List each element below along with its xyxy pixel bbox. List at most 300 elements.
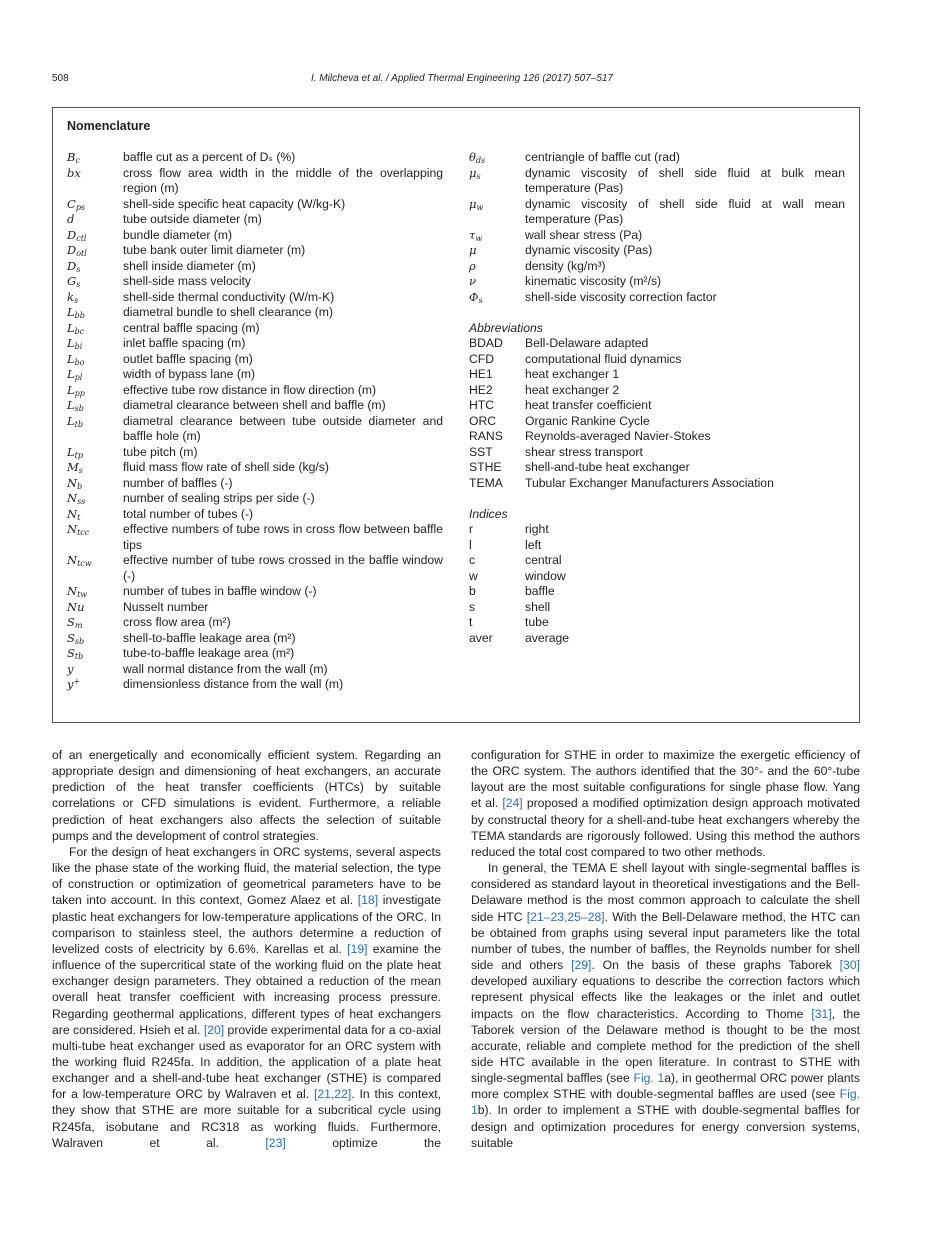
text-run: In general, the TEMA E shell layout with single-segmental baffles is considered as standard layout in theoretical investigations and the Bell-Delaware method is the most common approach to calculate the shell side HTC [471, 861, 860, 924]
definition: number of tubes in baffle window (-) [123, 584, 317, 598]
symbol [469, 569, 525, 585]
symbol [469, 631, 525, 647]
text-run: a), in geothermal ORC power plants more complex STHE with double-segmental baffles are used (see [471, 1071, 860, 1102]
text-run: investigate plastic heat exchangers for low-temperature applications of the ORC. In comparison to stainless steel, the authors determine a reduction of levelized costs of electricity by 6.6%. Karellas et al. [52, 893, 442, 956]
symbol-subscript: t [77, 512, 81, 522]
symbol-base: HE1 [469, 367, 493, 381]
symbol [67, 321, 123, 337]
symbol [67, 166, 123, 197]
nomenclature-entry [67, 259, 443, 275]
symbol [67, 336, 123, 352]
symbol-base: D [67, 243, 77, 257]
symbol-base: r [469, 522, 474, 536]
citation-link[interactable]: Fig. 1 [471, 1087, 860, 1118]
symbol-subscript: tw [77, 590, 88, 599]
symbol [469, 460, 525, 476]
citation-link[interactable]: [29] [571, 958, 592, 973]
definition: diametral bundle to shell clearance (m) [123, 305, 333, 319]
text-run: . On the basis of these graphs Taborek [591, 958, 840, 973]
symbol [469, 228, 525, 244]
symbol-subscript: tcc [77, 528, 90, 537]
nomenclature-entry [469, 398, 845, 414]
citation-link[interactable]: [21,22] [313, 1087, 352, 1102]
symbol [67, 212, 123, 228]
symbol [67, 228, 123, 244]
nomenclature-right-column [469, 150, 845, 693]
definition: centriangle of baffle cut (rad) [525, 150, 680, 164]
citation-link[interactable]: Fig. 1 [633, 1071, 665, 1086]
symbol-base: s [469, 599, 476, 614]
definition: width of bypass lane (m) [123, 367, 256, 381]
citation-link[interactable]: [21–23,25–28] [526, 909, 605, 924]
symbol-base: B [67, 150, 76, 164]
symbol-base: y [67, 661, 74, 676]
abbreviations-heading: Abbreviations [469, 320, 543, 335]
definition: cross flow area (m²) [123, 615, 231, 629]
text-run: b). In order to implement a STHE with double-segmental baffles for design and optimization procedures for energy conversion systems, suitable [471, 1103, 860, 1150]
symbol-superscript: + [73, 677, 81, 686]
symbol [469, 197, 525, 228]
text-run: . In this context, they show that STHE are more suitable for a subcritical cycle using R245fa, isobutane and RC318 as working fluids. Furthermore, Walraven et al. [52, 1087, 441, 1150]
nomenclature-entry [469, 243, 845, 259]
definition: shell-to-baffle leakage area (m²) [123, 630, 296, 645]
symbol-base: ν [469, 274, 476, 288]
nomenclature-entry [469, 522, 845, 538]
body-right-column [471, 747, 860, 1151]
symbol-base: L [67, 367, 75, 381]
symbol-base: Nu [67, 599, 85, 614]
running-header-row [52, 73, 860, 87]
definition: wall shear stress (Pa) [525, 227, 643, 242]
definition: shell [525, 599, 551, 614]
symbol-subscript: tb [74, 419, 83, 429]
symbol-base: CFD [469, 351, 495, 366]
definition: baffle [525, 584, 555, 598]
citation-link[interactable]: [20] [203, 1022, 225, 1037]
symbol-base: L [67, 382, 75, 397]
symbol-subscript: tp [74, 450, 83, 460]
symbol [67, 584, 123, 600]
symbol [469, 259, 525, 275]
symbol [67, 615, 123, 631]
nomenclature-entry [469, 336, 845, 352]
nomenclature-entry [67, 600, 443, 616]
text-run: . With the Bell-Delaware method, the HTC can be obtained from graphs using several input parameters like the total number of tubes, the number of baffles, the Reynolds number for shell side and others [471, 909, 860, 973]
symbol-subscript: otl [76, 249, 87, 258]
symbol [67, 491, 123, 507]
nomenclature-entry [67, 522, 443, 553]
nomenclature-entry [469, 352, 845, 368]
nomenclature-entry [67, 631, 443, 647]
nomenclature-entry [67, 367, 443, 383]
symbol [469, 352, 525, 368]
symbol [67, 398, 123, 414]
definition: effective number of tube rows crossed in the baffle window (-) [123, 553, 443, 583]
definition: dynamic viscosity of shell side fluid at bulk mean temperature (Pas) [525, 165, 845, 195]
nomenclature-entry [469, 259, 845, 275]
symbol [67, 305, 123, 321]
definition: density (kg/m³) [525, 258, 606, 273]
text-run: of an energetically and economically efficient system. Regarding an appropriate design and dimensioning of heat exchangers, an accurate prediction of the heat transfer coefficients (HTCs) by suitable correlations or CFD simulations is evident. Furthermore, a reliable prediction of heat exchangers also affects the selection of suitable pumps and the development of control strategies. [52, 748, 441, 843]
nomenclature-entry [469, 538, 845, 554]
symbol [469, 414, 525, 430]
nomenclature-entry [67, 197, 443, 213]
body-paragraph [471, 747, 860, 860]
symbol [469, 429, 525, 445]
nomenclature-entry [67, 290, 443, 306]
nomenclature-entry [67, 228, 443, 244]
symbol-subscript: bi [74, 342, 83, 351]
symbol-base: L [67, 320, 75, 335]
symbol-base: t [469, 615, 473, 629]
nomenclature-entry [469, 367, 845, 383]
definition: fluid mass flow rate of shell side (kg/s) [123, 460, 329, 474]
symbol-base: C [67, 196, 76, 211]
symbol [469, 166, 525, 197]
symbol-base: N [67, 584, 78, 598]
symbol-base: aver [469, 630, 493, 645]
definition: right [525, 522, 549, 536]
symbol-subscript: tb [74, 652, 84, 661]
nomenclature-entry [469, 429, 845, 445]
symbol-base: c [469, 553, 476, 567]
nomenclature-entry [67, 662, 443, 678]
symbol-base: L [67, 413, 75, 428]
symbol-base: D [67, 227, 77, 242]
symbol-base: L [67, 305, 75, 319]
symbol-base: L [67, 336, 75, 350]
nomenclature-entry [67, 243, 443, 259]
text-run: , the Taborek version of the Delaware method is thought to be the most accurate, reliable and complete method for the prediction of the shell side HTC available in the open literature. In contrast to STHE with single-segmental baffles (see [471, 1006, 861, 1086]
definition: average [525, 630, 570, 645]
body-paragraph [52, 844, 441, 1151]
nomenclature-entry [67, 212, 443, 228]
symbol [67, 259, 123, 275]
citation-link[interactable]: [23] [265, 1135, 286, 1150]
symbol [67, 414, 123, 445]
symbol-base: SST [469, 444, 493, 459]
nomenclature-entry [67, 321, 443, 337]
symbol-subscript: ctl [76, 233, 87, 243]
symbol-subscript: s [76, 264, 81, 274]
nomenclature-entry [67, 274, 443, 290]
symbol-base: N [67, 475, 78, 490]
nomenclature-entry [67, 445, 443, 461]
nomenclature-entry [469, 600, 845, 616]
body-paragraph [52, 747, 441, 844]
symbol-subscript: ss [77, 497, 86, 506]
symbol [67, 553, 123, 584]
nomenclature-entry [67, 150, 443, 166]
definition: effective numbers of tube rows in cross flow between baffle tips [123, 522, 443, 552]
definition: outlet baffle spacing (m) [123, 351, 253, 366]
citation-link[interactable]: [18] [357, 893, 379, 908]
symbol-subscript: s [78, 466, 83, 475]
definition: total number of tubes (-) [123, 506, 254, 521]
symbol-subscript: bo [74, 357, 85, 367]
symbol [67, 445, 123, 461]
definition: effective tube row distance in flow direction (m) [123, 382, 377, 397]
symbol-base: N [67, 553, 78, 567]
definition: bundle diameter (m) [123, 227, 233, 242]
nomenclature-columns [67, 150, 845, 693]
nomenclature-left-column [67, 150, 443, 693]
definition: tube-to-baffle leakage area (m²) [123, 646, 295, 660]
symbol-subscript: c [75, 156, 80, 165]
nomenclature-entry [67, 383, 443, 399]
symbol [67, 662, 123, 678]
definition: inlet baffle spacing (m) [123, 336, 246, 350]
nomenclature-entry [67, 336, 443, 352]
symbol-base: μ [469, 196, 477, 211]
text-run: optimize the [285, 1135, 441, 1150]
symbol-base: b [469, 584, 476, 598]
symbol [67, 677, 123, 693]
symbol [67, 631, 123, 647]
nomenclature-title: Nomenclature [67, 119, 151, 133]
definition: computational fluid dynamics [525, 351, 682, 366]
symbol-subscript: bb [74, 311, 85, 320]
symbol-base: S [67, 630, 75, 645]
nomenclature-entry [469, 150, 845, 166]
nomenclature-entry [469, 414, 845, 430]
symbol-base: μ [469, 165, 477, 180]
nomenclature-entry [469, 445, 845, 461]
symbol-base: L [67, 398, 75, 412]
definition: number of baffles (-) [123, 475, 233, 490]
symbol-base: l [469, 537, 472, 552]
symbol-subscript: s [478, 295, 483, 305]
definition: Nusselt number [123, 599, 209, 614]
symbol-base: RANS [469, 429, 503, 443]
definition: shell-and-tube heat exchanger [525, 460, 690, 474]
definition: tube bank outer limit diameter (m) [123, 243, 306, 257]
nomenclature-entry [67, 476, 443, 492]
nomenclature-entry [469, 631, 845, 647]
symbol [67, 197, 123, 213]
symbol [469, 445, 525, 461]
nomenclature-entry [67, 584, 443, 600]
symbol [67, 290, 123, 306]
symbol-base: L [67, 444, 75, 459]
symbol [67, 522, 123, 553]
symbol [67, 646, 123, 662]
symbol [67, 507, 123, 523]
symbol-subscript: pl [74, 373, 83, 382]
symbol-base: G [67, 274, 77, 288]
definition: tube [525, 615, 549, 629]
definition: baffle cut as a percent of Dₛ (%) [123, 150, 296, 164]
definition: diametral clearance between shell and baffle (m) [123, 398, 386, 412]
nomenclature-entry [67, 646, 443, 662]
symbol [469, 290, 525, 306]
symbol [67, 352, 123, 368]
definition: central [525, 553, 562, 567]
body-paragraph [471, 860, 860, 1151]
definition: left [525, 537, 542, 552]
indices-heading: Indices [469, 506, 508, 521]
symbol [469, 367, 525, 383]
symbol-subscript: ps [75, 202, 86, 212]
definition: shell inside diameter (m) [123, 258, 256, 273]
nomenclature-entry [67, 553, 443, 584]
symbol-base: bx [67, 165, 81, 180]
definition: shell-side thermal conductivity (W/m-K) [123, 289, 335, 304]
definition: tube pitch (m) [123, 444, 198, 459]
definition: number of sealing strips per side (-) [123, 491, 315, 505]
nomenclature-entry [469, 274, 845, 290]
nomenclature-entry [67, 491, 443, 507]
definition: central baffle spacing (m) [123, 320, 260, 335]
nomenclature-entry [469, 166, 845, 197]
symbol-base: w [469, 568, 478, 583]
definition: diametral clearance between tube outside diameter and baffle hole (m) [123, 413, 443, 443]
symbol-base: k [67, 289, 74, 304]
symbol-subscript: s [476, 171, 481, 181]
nomenclature-entry [67, 677, 443, 693]
symbol [469, 584, 525, 600]
symbol-base: D [67, 258, 77, 273]
symbol-subscript: b [77, 481, 83, 491]
symbol-base: N [67, 522, 78, 536]
symbol [67, 150, 123, 166]
symbol-base: ORC [469, 413, 497, 428]
citation-link[interactable]: [24] [502, 796, 523, 811]
symbol [469, 150, 525, 166]
symbol-base: τ [469, 227, 476, 242]
text-run: provide experimental data for a co-axial multi-tube heat exchanger used as evaporator for an ORC system with the working fluid R245fa. In addition, the application of a plate heat exchanger and a shell-and-tube heat exchanger (STHE) is compared for a low-temperature ORC by Walraven et al. [52, 1022, 442, 1102]
definition: heat transfer coefficient [525, 398, 652, 412]
symbol [469, 383, 525, 399]
nomenclature-entry [67, 460, 443, 476]
definition: dynamic viscosity (Pas) [525, 243, 653, 257]
page [52, 0, 860, 1151]
symbol [469, 336, 525, 352]
symbol [67, 367, 123, 383]
symbol [67, 476, 123, 492]
page-number: 508 [52, 73, 69, 84]
symbol-base: d [67, 212, 75, 226]
definition: heat exchanger 2 [525, 382, 620, 397]
symbol-base: S [67, 615, 75, 629]
text-run: For the design of heat exchangers in ORC systems, several aspects like the phase state of the working fluid, the material selection, the type of construction or optimization of geometrical parameters have to be taken into account. In this context, Gomez Alaez et al. [52, 844, 441, 908]
symbol [469, 274, 525, 290]
text-run: examine the influence of the supercritical state of the working fluid on the plate heat exchanger design parameters. They obtained a reduction of the mean overall heat transfer coefficient with increasing process pressure. Regarding geothermal applications, different types of heat exchangers are considered. Hsieh et al. [52, 941, 442, 1037]
symbol-subscript: w [476, 202, 484, 212]
symbol [469, 553, 525, 569]
nomenclature-entry [67, 352, 443, 368]
text-run: proposed a modified optimization design approach motivated by constructal theory for a shell-and-tube heat exchangers whereby the TEMA standards are rigorously followed. Using this method the authors reduced the total cost compared to two other methods. [471, 796, 860, 859]
symbol [469, 522, 525, 538]
nomenclature-entry [469, 476, 845, 492]
symbol-base: L [67, 351, 75, 366]
definition: shell-side mass velocity [123, 274, 252, 288]
nomenclature-entry [67, 414, 443, 445]
symbol [67, 243, 123, 259]
definition: Organic Rankine Cycle [525, 413, 650, 428]
definition: Bell-Delaware adapted [525, 336, 649, 350]
nomenclature-entry [469, 553, 845, 569]
symbol-subscript: tcw [77, 559, 92, 568]
symbol-base: N [67, 506, 78, 521]
symbol [469, 600, 525, 616]
symbol [469, 615, 525, 631]
definition: Reynolds-averaged Navier-Stokes [525, 429, 711, 443]
symbol-subscript: sb [74, 636, 85, 646]
symbol-subscript: m [74, 621, 83, 630]
text-run: configuration for STHE in order to maximize the exergetic efficiency of the ORC system. The authors identified that the 30°- and the 60°-tube layout are the most suitable configurations for single phase flow. Yang et al. [471, 748, 860, 811]
nomenclature-entry [67, 305, 443, 321]
body-columns [52, 747, 860, 1151]
body-left-column [52, 747, 441, 1151]
definition: shear stress transport [525, 444, 643, 459]
running-header: I. Milcheva et al. / Applied Thermal Engineering 126 (2017) 507–517 [310, 73, 614, 84]
symbol-base: y [67, 677, 74, 691]
citation-link[interactable]: [19] [347, 941, 368, 956]
symbol-base: Φ [469, 289, 479, 304]
nomenclature-entry [469, 197, 845, 228]
symbol-subscript: s [76, 280, 81, 289]
symbol-subscript: pp [74, 388, 85, 398]
symbol-base: μ [469, 243, 477, 257]
definition: window [525, 568, 566, 583]
symbol [67, 460, 123, 476]
symbol-base: STHE [469, 460, 502, 474]
nomenclature-entry [67, 166, 443, 197]
symbol-subscript: s [73, 295, 79, 305]
definition: cross flow area width in the middle of the overlapping region (m) [123, 165, 443, 195]
symbol-subscript: ds [475, 156, 486, 165]
definition: wall normal distance from the wall (m) [123, 661, 328, 676]
symbol-subscript: sb [74, 404, 84, 413]
definition: dynamic viscosity of shell side fluid at wall mean temperature (Pas) [525, 196, 845, 226]
symbol [469, 398, 525, 414]
nomenclature-entry [469, 569, 845, 585]
citation-link[interactable]: [30] [839, 958, 860, 973]
definition: shell-side viscosity correction factor [525, 289, 717, 304]
definition: dimensionless distance from the wall (m) [123, 677, 344, 691]
symbol [67, 600, 123, 616]
symbol-base: TEMA [469, 475, 503, 490]
symbol [67, 274, 123, 290]
nomenclature-entry [469, 383, 845, 399]
nomenclature-entry [67, 398, 443, 414]
citation-link[interactable]: [31] [811, 1006, 832, 1021]
definition: heat exchanger 1 [525, 367, 620, 381]
nomenclature-entry [469, 615, 845, 631]
symbol [469, 538, 525, 554]
symbol-base: ρ [469, 258, 476, 273]
definition: shell-side specific heat capacity (W/kg-K) [123, 196, 346, 211]
symbol [469, 476, 525, 492]
symbol-subscript: w [475, 233, 483, 243]
symbol-base: HE2 [469, 382, 493, 397]
definition: kinematic viscosity (m²/s) [525, 274, 662, 288]
symbol-base: BDAD [469, 336, 503, 350]
symbol-base: N [67, 491, 78, 505]
symbol-base: M [67, 460, 79, 474]
nomenclature-entry [67, 615, 443, 631]
nomenclature-entry [469, 228, 845, 244]
definition: tube outside diameter (m) [123, 212, 262, 226]
nomenclature-box [52, 107, 860, 723]
nomenclature-entry [469, 460, 845, 476]
symbol [67, 383, 123, 399]
symbol [469, 243, 525, 259]
nomenclature-entry [469, 584, 845, 600]
definition: Tubular Exchanger Manufacturers Association [525, 475, 774, 490]
symbol-base: HTC [469, 398, 495, 412]
